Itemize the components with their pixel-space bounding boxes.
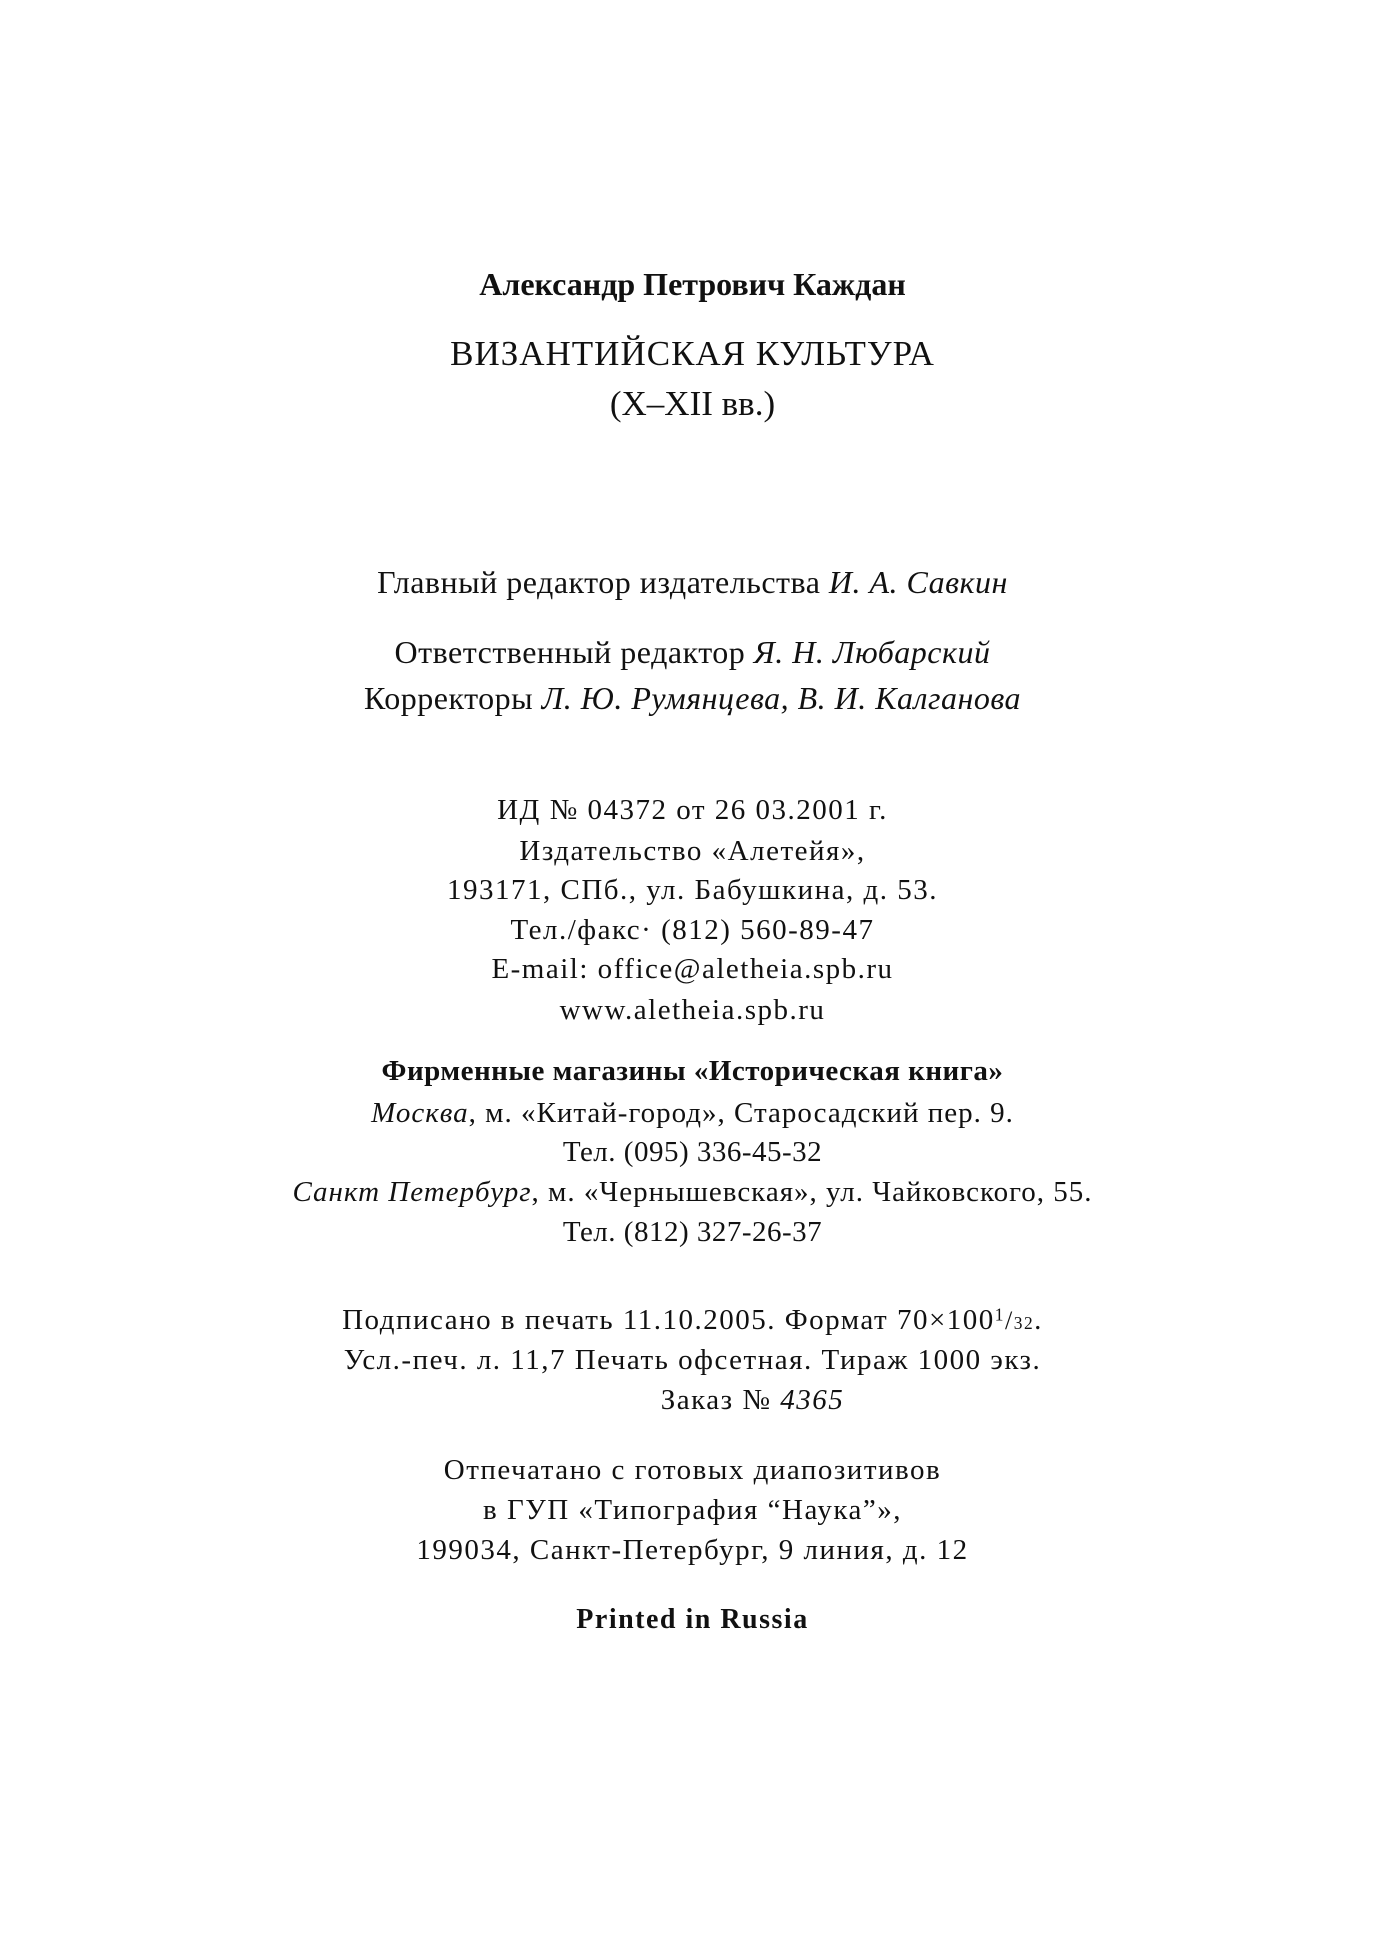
- moscow-store-line: [0, 1099, 1385, 1128]
- printer-line-2: в ГУП «Типография “Наука”»,: [483, 1494, 902, 1526]
- publisher-id: ИД № 04372 от 26 03.2001 г.: [497, 794, 888, 826]
- chief-editor-line: [0, 566, 1385, 598]
- publisher-website: www.aletheia.spb.ru: [559, 994, 826, 1026]
- print-specs: Усл.-печ. л. 11,7 Печать офсетная. Тираж 1000 экз.: [343, 1344, 1042, 1376]
- publisher-phone: Тел./факс· (812) 560-89-47: [510, 914, 875, 946]
- spb-store-line: [0, 1178, 1385, 1207]
- book-subtitle: (X–XII вв.): [609, 384, 776, 423]
- correctors-names: Л. Ю. Румянцева, В. И. Калганова: [541, 680, 1022, 716]
- responsible-editor-label: Ответственный редактор: [394, 634, 754, 670]
- book-title: ВИЗАНТИЙСКАЯ КУЛЬТУРА: [450, 334, 935, 373]
- signed-to-print-line: [0, 1306, 1385, 1335]
- printer-line-3: 199034, Санкт-Петербург, 9 линия, д. 12: [416, 1534, 969, 1566]
- moscow-city: Москва: [371, 1097, 469, 1129]
- responsible-editor-name: Я. Н. Любарский: [753, 634, 991, 670]
- publisher-name: Издательство «Алетейя»,: [519, 835, 866, 867]
- format-numerator: 1: [994, 1304, 1005, 1325]
- responsible-editor-line: [0, 636, 1385, 668]
- moscow-address: , м. «Китай-город», Старосадский пер. 9.: [468, 1097, 1014, 1129]
- printer-line-1: Отпечатано с готовых диапозитивов: [443, 1454, 942, 1486]
- chief-editor-name: И. А. Савкин: [828, 564, 1008, 600]
- stores-heading: Фирменные магазины «Историческая книга»: [381, 1055, 1004, 1087]
- moscow-store-phone: Тел. (095) 336-45-32: [562, 1136, 823, 1168]
- author-name: Александр Петрович Каждан: [479, 266, 906, 302]
- order-label: Заказ №: [660, 1384, 781, 1416]
- publisher-address: 193171, СПб., ул. Бабушкина, д. 53.: [447, 874, 938, 906]
- order-line: [0, 1386, 1385, 1415]
- spb-store-phone: Тел. (812) 327-26-37: [562, 1216, 823, 1248]
- correctors-line: [0, 682, 1385, 714]
- format-end: .: [1034, 1304, 1043, 1336]
- correctors-label: Корректоры: [363, 680, 542, 716]
- publisher-email: E-mail: office@aletheia.spb.ru: [491, 953, 894, 985]
- chief-editor-label: Главный редактор издательства: [377, 564, 829, 600]
- format-slash: /: [1005, 1306, 1014, 1335]
- spb-city: Санкт Петербург: [292, 1176, 532, 1208]
- order-number: 4365: [780, 1384, 845, 1416]
- signed-to-print-text: Подписано в печать 11.10.2005. Формат 70×100: [342, 1304, 995, 1336]
- format-denominator: 32: [1013, 1313, 1035, 1333]
- printed-in-russia: Printed in Russia: [576, 1604, 809, 1635]
- spb-address: , м. «Чернышевская», ул. Чайковского, 55.: [531, 1176, 1093, 1208]
